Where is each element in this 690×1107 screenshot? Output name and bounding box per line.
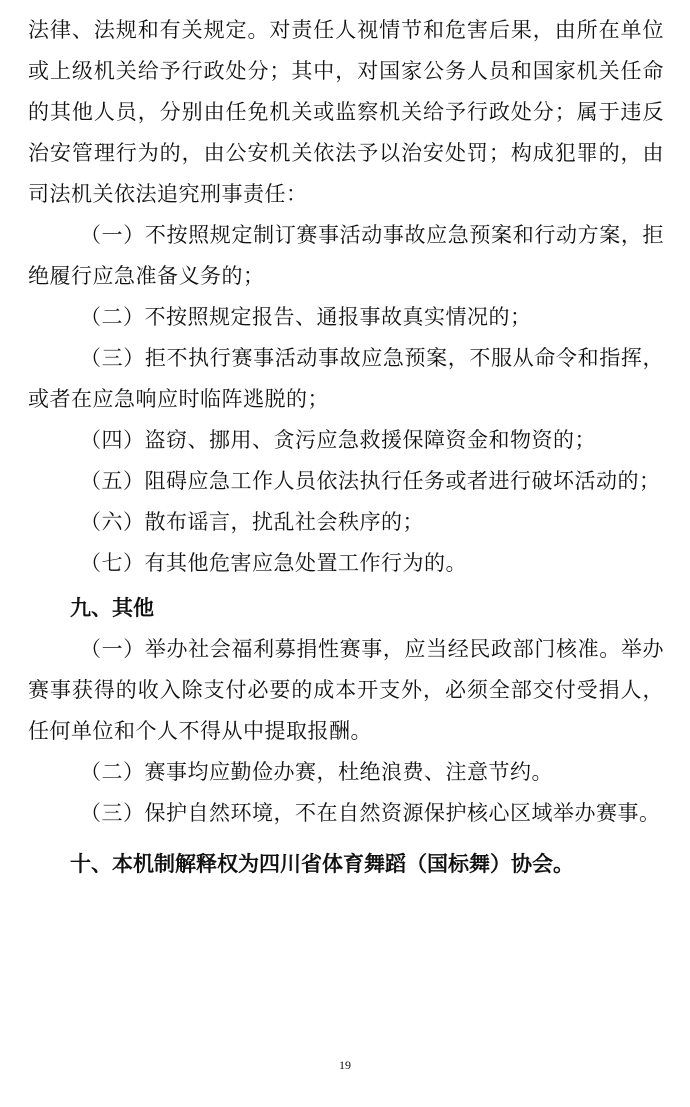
list-item: （五）阻碍应急工作人员依法执行任务或者进行破坏活动的； xyxy=(80,469,661,493)
list-item: （四）盗窃、挪用、贪污应急救援保障资金和物资的； xyxy=(80,428,596,452)
list-item: （三）保护自然环境，不在自然资源保护核心区域举办赛事。 xyxy=(80,801,661,825)
list-item: （一）举办社会福利募捐性赛事，应当经民政部门核准。举办赛事获得的收入除支付必要的成本开支外，必须全部交付受捐人，任何单位和个人不得从中提取报酬。 xyxy=(28,637,664,743)
document-body xyxy=(28,10,664,885)
section-heading-interpretation: 十、本机制解释权为四川省体育舞蹈（国标舞）协会。 xyxy=(70,852,574,876)
list-item: （二）不按照规定报告、通报事故真实情况的； xyxy=(80,305,532,329)
list-item: （三）拒不执行赛事活动事故应急预案，不服从命令和指挥，或者在应急响应时临阵逃脱的； xyxy=(28,346,664,411)
intro-paragraph: 法律、法规和有关规定。对责任人视情节和危害后果，由所在单位或上级机关给予行政处分；其中，对国家公务人员和国家机关任命的其他人员，分别由任免机关或监察机关给予行政处分；属于违反治安管理行为的，由公安机关依法予以治安处罚；构成犯罪的，由司法机关依法追究刑事责任： xyxy=(28,18,664,206)
list-item: （六）散布谣言，扰乱社会秩序的； xyxy=(80,510,424,534)
list-item: （一）不按照规定制订赛事活动事故应急预案和行动方案，拒绝履行应急准备义务的； xyxy=(28,223,664,288)
section-heading-other: 九、其他 xyxy=(70,596,154,620)
page-number: 19 xyxy=(339,1058,351,1072)
list-item: （二）赛事均应勤俭办赛，杜绝浪费、注意节约。 xyxy=(80,760,553,784)
list-item: （七）有其他危害应急处置工作行为的。 xyxy=(80,551,467,575)
